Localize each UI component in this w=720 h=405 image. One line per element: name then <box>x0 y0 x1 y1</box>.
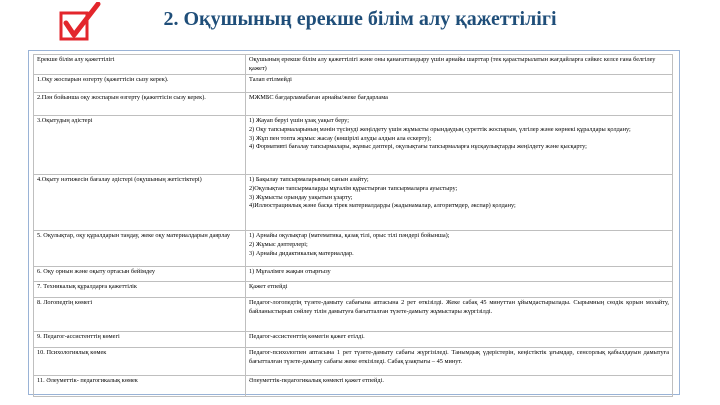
content-line: Қажет етпейді <box>249 283 288 291</box>
row-content-cell <box>246 298 673 332</box>
row-content-cell <box>246 376 673 397</box>
content-line: 1) Жауап беруі үшін ұзақ уақыт беру; <box>249 117 349 125</box>
row-label-cell: 11. Әлеуметтік- педагогикалық көмек <box>34 376 246 397</box>
table-row <box>34 376 673 397</box>
content-line: 3) Жұмысты орындау уақытын ұзарту; <box>249 193 353 201</box>
content-line: 2) Жұмыс дәптерлері; <box>249 241 308 249</box>
content-line: 3) Арнайы дидактикалық материалдар. <box>249 249 354 257</box>
content-line: Педагог-ассистенттің көмегін қажет етілді. <box>249 333 365 341</box>
table-row <box>34 93 673 116</box>
content-line: Педагог-логопедтің түзете-дамыту сабағына аптасына 2 рет өткізілді. Жеке сабақ 45 минуттан ұйымдастырылады. Сырымның сөздік қорын молайту, байланыстырып сөйлеу тілін дамытуға бағытталған түзете-дамыту жұмыстары жүргізілді. <box>249 299 669 316</box>
content-line: 2)Оқулықтан тапсырмаларды мұғалім құрастырған тапсырмаларға ауыстыру; <box>249 185 458 193</box>
table-row <box>34 332 673 348</box>
header-right-cell: Оқушының ерекше білім алу қажеттілігі және оны қанағаттандыру үшін арнайы шарттар (тек қарастырылатын жағдайларға сәйкес келсе ғана белгілеу қажет) <box>246 55 673 75</box>
row-content-cell <box>246 75 673 93</box>
row-label-cell: 4.Оқыту нәтижесін бағалау әдістері (оқушының жетістіктері) <box>34 175 246 231</box>
row-content-cell <box>246 282 673 298</box>
row-label-cell: 10. Психологиялық көмек <box>34 348 246 376</box>
table-row <box>34 282 673 298</box>
row-content-cell <box>246 231 673 267</box>
content-line: 1) Мұғалімге жақын отырғызу <box>249 268 331 276</box>
content-line: Педагог-психологпен аптасына 1 рет түзете-дамыту сабағы жүргізіледі. Танымдық үдерістерін, кеңістіктік ұғымдар, сенсорлық қабылдауын дамытуға бағытталған түзете-дамыту сабағы жеке өткізіледі. Сабақ ұзақтығы – 45 минут. <box>249 349 669 366</box>
row-content-cell <box>246 175 673 231</box>
content-line: 2) Оқу тапсырмаларының мәнін түсінуді жеңілдету үшін жұмысты орындаудың суреттік жоспарын, үлгілер және көрнекі құралдары қолдану; <box>249 126 631 134</box>
table-row <box>34 231 673 267</box>
row-label-cell: 3.Оқытудың әдістері <box>34 116 246 175</box>
row-content-cell <box>246 116 673 175</box>
row-label-cell: 2.Пән бойынша оқу жоспарын өзгерту (қажеттісін сызу керек). <box>34 93 246 116</box>
content-line: 1) Арнайы оқулықтар (математика, қазақ тілі, орыс тілі пәндері бойынша); <box>249 232 450 240</box>
table-row <box>34 348 673 376</box>
table-row <box>34 175 673 231</box>
row-content-cell <box>246 267 673 282</box>
row-label-cell: 1.Оқу жоспарын өзгерту (қажеттісін сызу керек). <box>34 75 246 93</box>
table-row <box>34 116 673 175</box>
table-row <box>34 75 673 93</box>
header-left-cell: Ерекше білім алу қажеттілігі <box>34 55 246 75</box>
content-line: 4) Формативті бағалау тапсырмалары, жұмыс дәптері, оқулықтағы тапсырмаларға нұсқаулықтарды жеңілдету және қысқарту; <box>249 143 587 151</box>
row-label-cell: 5. Оқулықтар, оқу құралдарын таңдау, жеке оқу материалдарын даярлау <box>34 231 246 267</box>
content-line: МЖМБС бағдарламабаған арнайы/жеке бағдарлама <box>249 94 388 102</box>
row-label-cell: 9. Педагог-ассистенттің көмегі <box>34 332 246 348</box>
table-row <box>34 267 673 282</box>
row-content-cell <box>246 93 673 116</box>
table-row <box>34 298 673 332</box>
content-line: Талап етілмейді <box>249 76 292 84</box>
row-label-cell: 7. Техникалық құралдарға қажеттілік <box>34 282 246 298</box>
content-line: 4)Иллюстрациялық және басқа тірек материалдарды (жадынамалар, алгоритмдер, әкспар) қолдану; <box>249 202 516 210</box>
row-content-cell <box>246 332 673 348</box>
row-label-cell: 6. Оқу орнын және оқыту ортасын бейімдеу <box>34 267 246 282</box>
page-title: 2. Оқушының ерекше білім алу қажеттілігі <box>163 8 557 30</box>
content-line: 1) Бақылау тапсырмаларының санын азайту; <box>249 176 369 184</box>
content-line: Әлеуметтік-педагогикалық көмекті қажет етпейді. <box>249 377 384 385</box>
row-label-cell: 8. Логопедтің көмегі <box>34 298 246 332</box>
content-line: 3) Жұп пен топта жұмыс жасау (көшірілі алуды алдын ала ескерту); <box>249 134 432 142</box>
table-header-row <box>34 55 673 75</box>
row-content-cell <box>246 348 673 376</box>
needs-table <box>33 54 673 397</box>
